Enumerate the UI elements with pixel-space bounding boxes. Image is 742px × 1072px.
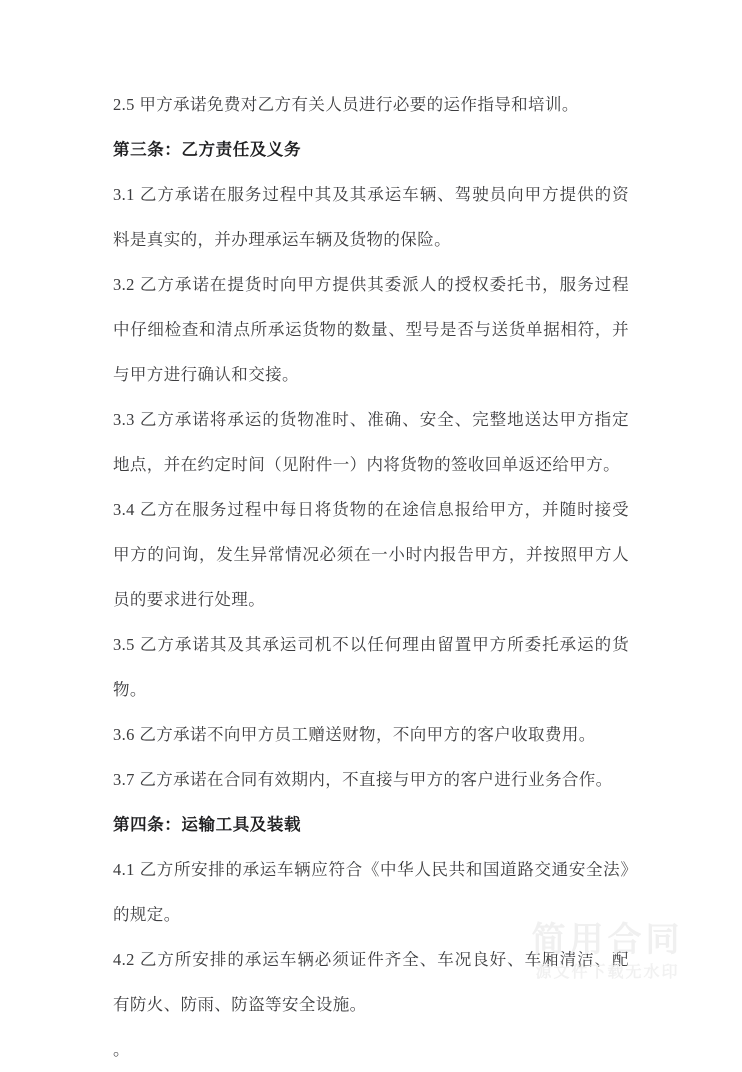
clause-4-2: 4.2 乙方所安排的承运车辆必须证件齐全、车况良好、车厢清洁、配有防火、防雨、防盗等安全设施。	[113, 950, 629, 1014]
watermark-main-text: 简用合同	[531, 921, 684, 959]
clause-3-6: 3.6 乙方承诺不向甲方员工赠送财物，不向甲方的客户收取费用。	[113, 725, 596, 744]
trailing-period: 。	[113, 1040, 130, 1059]
clause-3-3: 3.3 乙方承诺将承运的货物准时、准确、安全、完整地送达甲方指定地点，并在约定时间（见附件一）内将货物的签收回单返还给甲方。	[113, 410, 629, 474]
watermark-sub-text: 源文件下载无水印	[535, 964, 680, 981]
document-body	[113, 82, 629, 1072]
clause-2-5: 2.5 甲方承诺免费对乙方有关人员进行必要的运作指导和培训。	[113, 95, 579, 114]
clause-4-1: 4.1 乙方所安排的承运车辆应符合《中华人民共和国道路交通安全法》的规定。	[113, 860, 629, 924]
clause-3-7: 3.7 乙方承诺在合同有效期内，不直接与甲方的客户进行业务合作。	[113, 770, 613, 789]
article-4-heading: 第四条：运输工具及装载	[113, 815, 302, 834]
article-3-heading: 第三条：乙方责任及义务	[113, 140, 302, 159]
clause-3-4: 3.4 乙方在服务过程中每日将货物的在途信息报给甲方，并随时接受甲方的问询，发生异常情况必须在一小时内报告甲方，并按照甲方人员的要求进行处理。	[113, 500, 629, 609]
clause-3-5: 3.5 乙方承诺其及其承运司机不以任何理由留置甲方所委托承运的货物。	[113, 635, 629, 699]
clause-3-2: 3.2 乙方承诺在提货时向甲方提供其委派人的授权委托书，服务过程中仔细检查和清点所承运货物的数量、型号是否与送货单据相符，并与甲方进行确认和交接。	[113, 275, 629, 384]
clause-3-1: 3.1 乙方承诺在服务过程中其及其承运车辆、驾驶员向甲方提供的资料是真实的，并办理承运车辆及货物的保险。	[113, 185, 629, 249]
